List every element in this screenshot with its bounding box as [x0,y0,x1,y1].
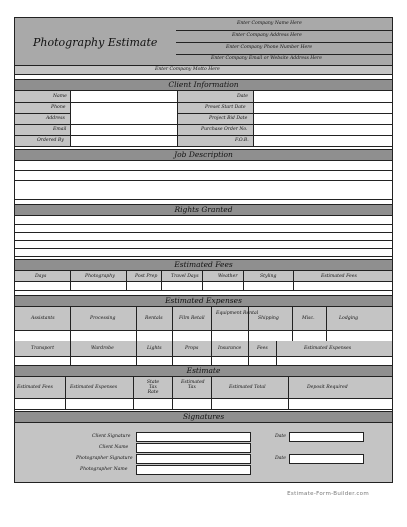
est-col-fees: Estimated Fees [17,385,53,390]
footer-website: Estimate-Form-Builder.com [287,491,369,497]
fees-col-travel-days: Travel Days [171,274,199,279]
company-motto: Enter Company Motto Here [155,67,220,72]
est-col-tax: Estimated Tax [181,380,205,390]
client-heading: Client Information [168,80,239,89]
exp-lights: Lights [147,346,162,351]
label-po-number: Purchase Order No. [201,127,248,132]
fees-col-styling: Styling [260,274,277,279]
fees-col-photography: Photography [85,274,115,279]
rights-heading: Rights Granted [174,205,233,214]
label-bid-date: Project Bid Date [209,116,248,121]
exp-transport: Transport [31,346,55,351]
client-signature-field[interactable] [136,432,251,442]
exp-insurance: Insurance [218,346,242,351]
photographer-name-field[interactable] [136,465,251,475]
est-col-expenses: Estimated Expenses [70,385,118,390]
job-description-field[interactable] [15,161,392,199]
label-client-signature: Client Signature [92,434,131,439]
ordered-by-field[interactable] [71,136,176,146]
fees-col-estimated: Estimated Fees [321,274,357,279]
exp-misc: Misc. [302,316,315,321]
preset-start-field[interactable] [254,103,392,113]
exp-rentals: Rentals [145,316,163,321]
exp-equipment-rental: Equipment Rental [216,311,259,316]
label-photographer-signature: Photographer Signature [76,456,133,461]
label-date: Date [237,94,248,99]
estimate-grid [15,377,392,409]
signatures-panel [15,423,392,482]
expenses-heading: Estimated Expenses [165,296,242,305]
date-field[interactable] [254,92,392,102]
exp-shipping: Shipping [258,316,279,321]
company-phone: Enter Company Phone Number Here [226,45,313,50]
bid-date-field[interactable] [254,114,392,124]
label-photographer-name: Photographer Name [80,467,128,472]
rights-granted-field[interactable] [15,216,392,256]
fees-col-post-prep: Post Prep [135,274,158,279]
label-email: Email [53,127,67,132]
expenses-grid [15,307,392,373]
client-name-field[interactable] [136,443,251,453]
label-client-name: Client Name [99,445,129,450]
company-email: Enter Company Email or Website Address Here [211,56,322,61]
exp-processing: Processing [90,316,116,321]
fees-col-weather: Weather [218,274,238,279]
est-col-total: Estimated Total [229,385,266,390]
phone-address-field[interactable] [71,103,176,123]
label-fob: F.O.B. [235,138,249,143]
label-name: Name [53,94,67,99]
fees-col-days: Days [35,274,47,279]
label-ordered-by: Ordered By [37,138,64,143]
estimate-form [14,17,393,483]
name-field[interactable] [71,92,176,102]
label-photographer-date: Date [275,456,286,461]
label-preset-start: Preset Start Date [205,105,246,110]
company-name: Enter Company Name Here [237,21,302,26]
est-col-tax-rate: State Tax Rate [146,380,160,395]
client-date-field[interactable] [289,432,364,442]
client-grid [15,91,392,146]
label-client-date: Date [275,434,286,439]
exp-props: Props [185,346,199,351]
job-heading: Job Description [174,150,233,159]
email-field[interactable] [71,125,176,135]
label-phone: Phone [51,105,66,110]
fob-field[interactable] [254,136,392,146]
po-number-field[interactable] [254,125,392,135]
exp-lodging: Lodging [339,316,359,321]
exp-wardrobe: Wardrobe [91,346,114,351]
label-address: Address [46,116,65,121]
exp-estimated: Estimated Expenses [304,346,352,351]
company-address: Enter Company Address Here [232,33,302,38]
exp-fees: Fees [257,346,268,351]
photographer-date-field[interactable] [289,454,364,464]
photographer-signature-field[interactable] [136,454,251,464]
fees-grid [15,271,392,291]
est-col-deposit: Deposit Required [307,385,348,390]
estimate-heading: Estimate [186,366,221,375]
exp-assistants: Assistants [31,316,55,321]
signatures-heading: Signatures [182,412,225,421]
form-title: Photography Estimate [33,36,158,49]
fees-heading: Estimated Fees [174,260,233,269]
exp-film-retail: Film Retail [179,316,205,321]
